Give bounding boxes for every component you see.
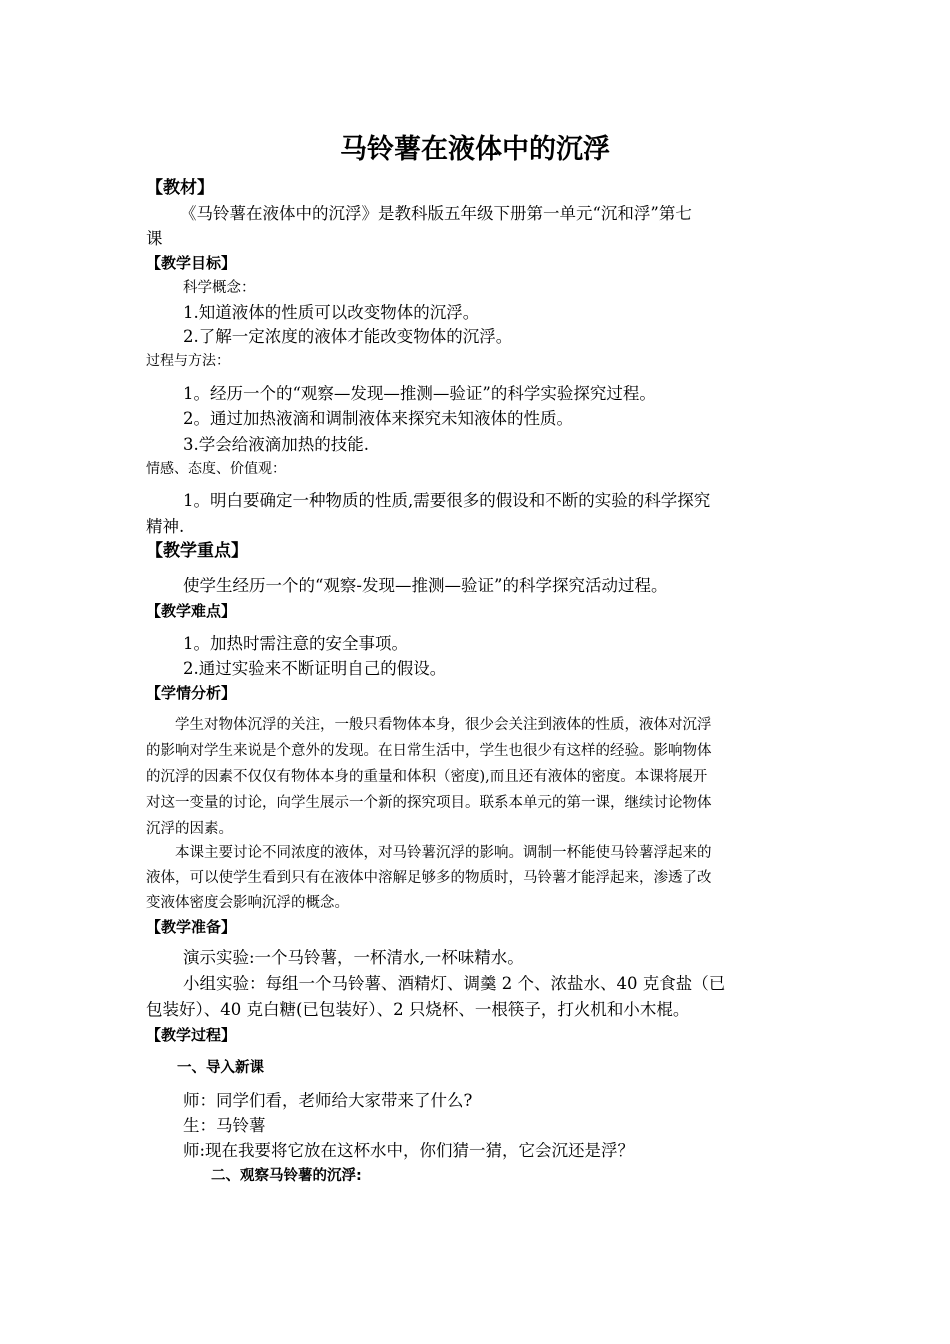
process-part-1-title: 一、导入新课 (177, 1060, 264, 1076)
emotion-label: 情感、态度、价值观： (146, 461, 286, 477)
dialogue-line: 生：马铃薯 (183, 1116, 266, 1135)
analysis-line: 对这一变量的讨论，向学生展示一个新的探究项目。联系本单元的第一课，继续讨论物体 (146, 795, 712, 811)
heading-analysis: 【学情分析】 (146, 684, 237, 702)
emotion-line: 精神. (146, 517, 185, 536)
difficulty-item: 2.通过实验来不断证明自己的假设。 (183, 659, 447, 678)
heading-goals: 【教学目标】 (146, 254, 237, 272)
preparation-line: 演示实验:一个马铃薯，一杯清水,一杯味精水。 (183, 948, 524, 967)
concept-item: 1.知道液体的性质可以改变物体的沉浮。 (183, 303, 480, 322)
difficulty-item: 1。加热时需注意的安全事项。 (183, 634, 408, 653)
preparation-line: 小组实验：每组一个马铃薯、酒精灯、调羹 2 个、浓盐水、40 克食盐（已 (183, 974, 726, 993)
concept-item: 2.了解一定浓度的液体才能改变物体的沉浮。 (183, 327, 513, 346)
preparation-line: 包装好）、40 克白糖(已包装好）、2 只烧杯、一根筷子，打火机和小木棍。 (146, 1000, 690, 1019)
dialogue-line: 师:现在我要将它放在这杯水中，你们猜一猜，它会沉还是浮？ (183, 1141, 635, 1160)
key-points-text: 使学生经历一个的“观察-发现—推测—验证”的科学探究活动过程。 (183, 576, 668, 595)
heading-key-points: 【教学重点】 (146, 541, 248, 561)
process-label: 过程与方法： (146, 353, 230, 369)
process-item: 1。经历一个的“观察—发现—推测—验证”的科学实验探究过程。 (183, 384, 656, 403)
concept-label: 科学概念： (183, 280, 256, 296)
analysis-line: 的影响对学生来说是个意外的发现。在日常生活中，学生也很少有这样的经验。影响物体 (146, 743, 712, 759)
document-title: 马铃薯在液体中的沉浮 (340, 134, 610, 165)
process-part-2-title: 二、观察马铃薯的沉浮: (211, 1168, 362, 1184)
process-item: 2。通过加热液滴和调制液体来探究未知液体的性质。 (183, 409, 573, 428)
analysis-line: 的沉浮的因素不仅仅有物体本身的重量和体积（密度),而且还有液体的密度。本课将展开 (146, 769, 708, 785)
material-line: 课 (146, 229, 163, 248)
heading-process: 【教学过程】 (146, 1026, 237, 1044)
analysis-line: 变液体密度会影响沉浮的概念。 (146, 895, 349, 911)
analysis-line: 沉浮的因素。 (146, 821, 233, 837)
heading-material: 【教材】 (146, 178, 214, 198)
analysis-line: 本课主要讨论不同浓度的液体，对马铃薯沉浮的影响。调制一杯能使马铃薯浮起来的 (175, 845, 712, 861)
analysis-line: 液体，可以使学生看到只有在液体中溶解足够多的物质时，马铃薯才能浮起来，渗透了改 (146, 870, 712, 886)
heading-difficulties: 【教学难点】 (146, 602, 237, 620)
heading-preparation: 【教学准备】 (146, 918, 237, 936)
dialogue-line: 师：同学们看，老师给大家带来了什么? (183, 1091, 473, 1110)
emotion-line: 1。明白要确定一种物质的性质,需要很多的假设和不断的实验的科学探究 (183, 491, 711, 510)
material-line: 《马铃薯在液体中的沉浮》是教科版五年级下册第一单元“沉和浮”第七 (180, 204, 692, 223)
process-item: 3.学会给液滴加热的技能. (183, 435, 369, 454)
analysis-line: 学生对物体沉浮的关注，一般只看物体本身，很少会关注到液体的性质，液体对沉浮 (175, 717, 712, 733)
